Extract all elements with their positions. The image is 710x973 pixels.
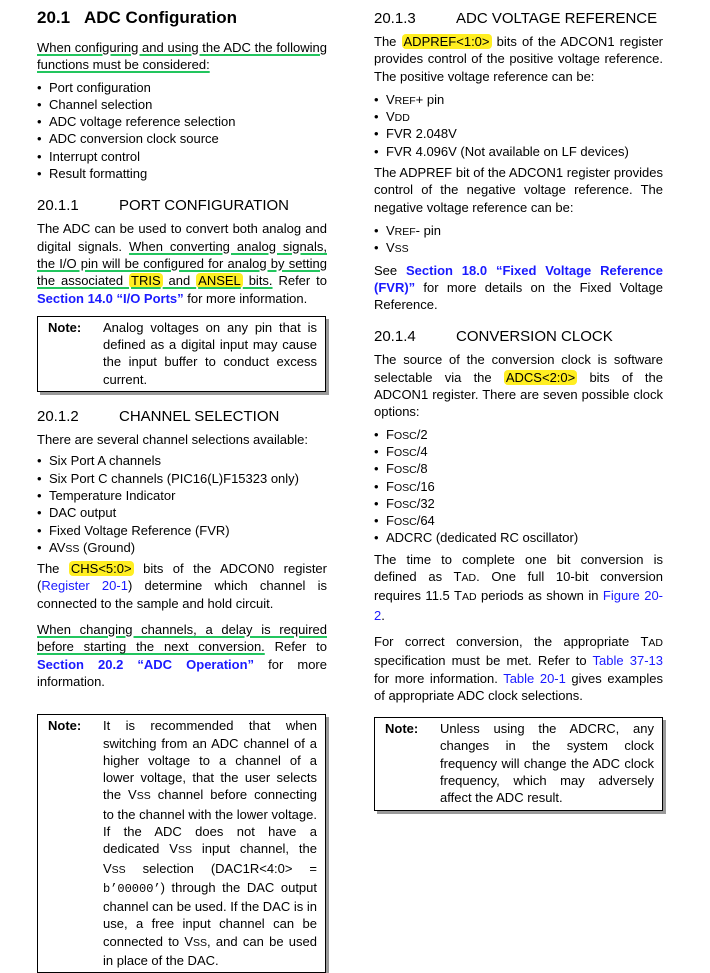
text: bits. — [242, 273, 273, 289]
port-config-paragraph — [37, 220, 327, 306]
text: SS — [136, 790, 151, 803]
text: bits of the ADCON1 register provides control of the positive voltage reference. The positive voltage reference can be: — [374, 34, 664, 84]
list-item: • Temperature Indicator — [37, 487, 327, 504]
channel-note-box — [37, 714, 326, 973]
text: input channel, the V — [103, 841, 317, 876]
register-link[interactable]: Register 20-1 — [41, 578, 128, 594]
text: F — [386, 461, 394, 477]
vref-heading — [374, 9, 663, 33]
text: When changing channels, a delay is required before starting the next conversion. — [37, 622, 327, 655]
text: OSC — [393, 446, 417, 459]
adc-operation-link[interactable]: Section 20.2 “ADC Operation” — [37, 656, 255, 672]
text: SS — [394, 243, 409, 256]
list-item — [374, 443, 663, 460]
list-item — [374, 222, 663, 239]
list-item — [374, 460, 663, 477]
clock-heading — [374, 327, 663, 351]
text: for more information. — [183, 290, 308, 306]
list-item — [374, 512, 663, 529]
text: (Ground) — [79, 539, 136, 555]
channel-heading — [37, 407, 327, 431]
text: For correct conversion, the appropriate T — [374, 633, 649, 649]
text: The — [37, 561, 69, 577]
ansel-highlight: ANSEL — [198, 273, 241, 289]
text: F — [386, 478, 394, 494]
text: /2 — [416, 426, 428, 442]
text: /4 — [416, 443, 428, 459]
text: F — [386, 513, 394, 529]
delay-paragraph — [37, 621, 327, 690]
text: for more information. — [374, 670, 504, 686]
channel-list — [37, 452, 327, 556]
text: It is recommended that when switching from an ADC channel of a higher voltage to a channel of a lower voltage, that the user selects the V — [103, 718, 317, 803]
figure-link[interactable]: Figure 20-2 — [374, 588, 664, 623]
intro-paragraph — [37, 39, 327, 74]
section-number: 20.1 — [37, 8, 71, 27]
text: Refer to — [272, 273, 327, 289]
text: Refer to — [264, 639, 327, 655]
subsection-number: 20.1.3 — [374, 10, 416, 27]
clock-paragraph — [374, 351, 663, 420]
text: SS — [111, 863, 126, 876]
list-item: • FVR 2.048V — [374, 125, 663, 142]
text: bits of the ADCON0 register ( — [37, 561, 327, 594]
text: . One full 10-bit conversion requires 11.5 T — [374, 569, 663, 604]
fvr-link[interactable]: Section 18.0 “Fixed Voltage Reference (FVR)” — [374, 262, 663, 295]
note-label: Note: — [48, 718, 82, 734]
list-item — [374, 239, 663, 256]
text: AD — [461, 572, 477, 585]
text: OSC — [393, 498, 417, 511]
text: . — [381, 607, 385, 623]
channel-intro: There are several channel selections available: — [37, 432, 308, 448]
list-item — [374, 495, 663, 512]
text: gives examples of appropriate ADC clock selections. — [374, 670, 663, 703]
text: periods as shown in — [476, 588, 603, 604]
text: V — [386, 222, 395, 238]
tad-spec-paragraph — [374, 633, 663, 704]
list-item — [374, 426, 663, 443]
text: F — [386, 443, 394, 459]
subsection-number: 20.1.1 — [37, 197, 79, 215]
list-item: • Interrupt control — [37, 148, 327, 165]
text: OSC — [393, 516, 417, 529]
text: F — [386, 426, 394, 442]
text: See — [374, 262, 406, 278]
text: OSC — [393, 464, 417, 477]
list-item: • Result formatting — [37, 165, 327, 182]
text: AV — [49, 539, 66, 555]
list-item: • ADC voltage reference selection — [37, 113, 327, 130]
subsection-title: CHANNEL SELECTION — [119, 408, 280, 426]
tad-paragraph — [374, 551, 663, 624]
text: REF — [394, 225, 416, 238]
text: for more details on the Fixed Voltage Reference. — [374, 279, 663, 313]
note-label: Note: — [385, 721, 419, 737]
note-text: Analog voltages on any pin that is defined as a digital input may cause the input buffer to conduct excess current. — [103, 319, 317, 387]
list-item — [374, 91, 663, 108]
adpref-highlight: ADPREF<1:0> — [403, 34, 490, 49]
text: bits of the ADCON1 register. There are seven possible clock options: — [374, 369, 663, 420]
text: OSC — [393, 481, 417, 494]
text: for more information. — [37, 656, 327, 689]
text: + pin — [415, 91, 445, 107]
io-ports-link[interactable]: Section 14.0 “I/O Ports” — [37, 290, 184, 306]
port-note-box — [37, 316, 326, 392]
list-item — [37, 539, 327, 556]
text: selection (DAC1R<4:0> = — [125, 860, 317, 876]
adcs-highlight: ADCS<2:0> — [505, 369, 576, 385]
text: /8 — [416, 461, 428, 477]
text: V — [386, 240, 395, 256]
text: V — [386, 109, 395, 125]
note-label: Note: — [48, 319, 82, 335]
left-column — [37, 0, 327, 973]
subsection-number: 20.1.2 — [37, 408, 79, 426]
negative-vref-paragraph: The ADPREF bit of the ADCON1 register provides control of the negative voltage reference. The negative voltage reference can be: — [374, 165, 663, 215]
section-heading — [37, 9, 327, 39]
text: SS — [193, 936, 208, 949]
text: The ADC can be used to convert both analog and digital signals. — [37, 221, 327, 254]
text: AD — [461, 591, 477, 604]
text: /16 — [416, 478, 435, 494]
text: REF — [394, 94, 416, 107]
clock-list — [374, 426, 663, 547]
text: When converting analog signals, the I/O pin will be configured for analog by setting the associated — [37, 238, 327, 289]
list-item: • Port configuration — [37, 79, 327, 96]
text: /32 — [416, 495, 435, 511]
clock-note-box — [374, 717, 663, 810]
text: AD — [648, 636, 663, 649]
list-item: • ADC conversion clock source — [37, 130, 327, 147]
subsection-number: 20.1.4 — [374, 328, 416, 346]
text: DD — [394, 112, 410, 125]
text: b’00000’ — [103, 881, 161, 896]
text: specification must be met. Refer to — [374, 653, 593, 669]
table-20-1-link[interactable]: Table 20-1 — [503, 670, 566, 686]
positive-vref-list — [374, 91, 663, 160]
text: and — [162, 273, 197, 289]
text: - pin — [415, 222, 441, 238]
section-title: ADC Configuration — [84, 8, 237, 27]
text: The time to complete one bit conversion is defined as T — [374, 551, 663, 585]
text: The source of the conversion clock is software selectable via the — [374, 352, 663, 385]
text: ) through the DAC output channel can be used. If the DAC is in use, a free input channel can be connected to V — [103, 879, 317, 949]
text: The — [374, 34, 402, 49]
right-column — [374, 0, 663, 811]
text: OSC — [393, 429, 417, 442]
list-item: • ADCRC (dedicated RC oscillator) — [374, 529, 663, 546]
subsection-title: CONVERSION CLOCK — [456, 328, 613, 346]
list-item: • Fixed Voltage Reference (FVR) — [37, 522, 327, 539]
text: /64 — [416, 513, 435, 529]
subsection-title: ADC VOLTAGE REFERENCE — [456, 10, 658, 27]
text: SS — [177, 844, 192, 857]
list-item — [374, 108, 663, 125]
text: ) determine which channel is connected to the sample and hold circuit. — [37, 578, 328, 611]
note-text — [103, 717, 325, 969]
text: F — [386, 495, 394, 511]
chs-paragraph — [37, 560, 327, 612]
text: channel before connecting to the channel with the lower voltage. If the ADC does not have a dedicated V — [103, 787, 317, 857]
tris-highlight: TRIS — [131, 273, 161, 289]
text: , and can be used in place of the DAC. — [103, 933, 317, 969]
list-item — [374, 478, 663, 495]
list-item: • Six Port A channels — [37, 452, 327, 469]
intro-text: When configuring and using the ADC the following functions must be considered: — [37, 40, 327, 73]
port-config-heading — [37, 196, 327, 220]
chs-highlight: CHS<5:0> — [70, 561, 132, 577]
text: V — [386, 91, 395, 107]
list-item: • FVR 4.096V (Not available on LF devices) — [374, 143, 663, 160]
subsection-title: PORT CONFIGURATION — [119, 197, 290, 215]
table-37-13-link[interactable]: Table 37-13 — [592, 653, 663, 669]
text: SS — [65, 542, 80, 555]
note-text: Unless using the ADCRC, any changes in the system clock frequency will change the ADC clock frequency, which may adversely affect the ADC result. — [440, 721, 654, 806]
list-item: • Six Port C channels (PIC16(L)F15323 only) — [37, 470, 327, 487]
list-item: • DAC output — [37, 504, 327, 521]
list-item: • Channel selection — [37, 96, 327, 113]
vref-paragraph — [374, 33, 663, 85]
intro-list — [37, 79, 327, 183]
negative-vref-list — [374, 222, 663, 257]
fvr-paragraph — [374, 262, 663, 314]
